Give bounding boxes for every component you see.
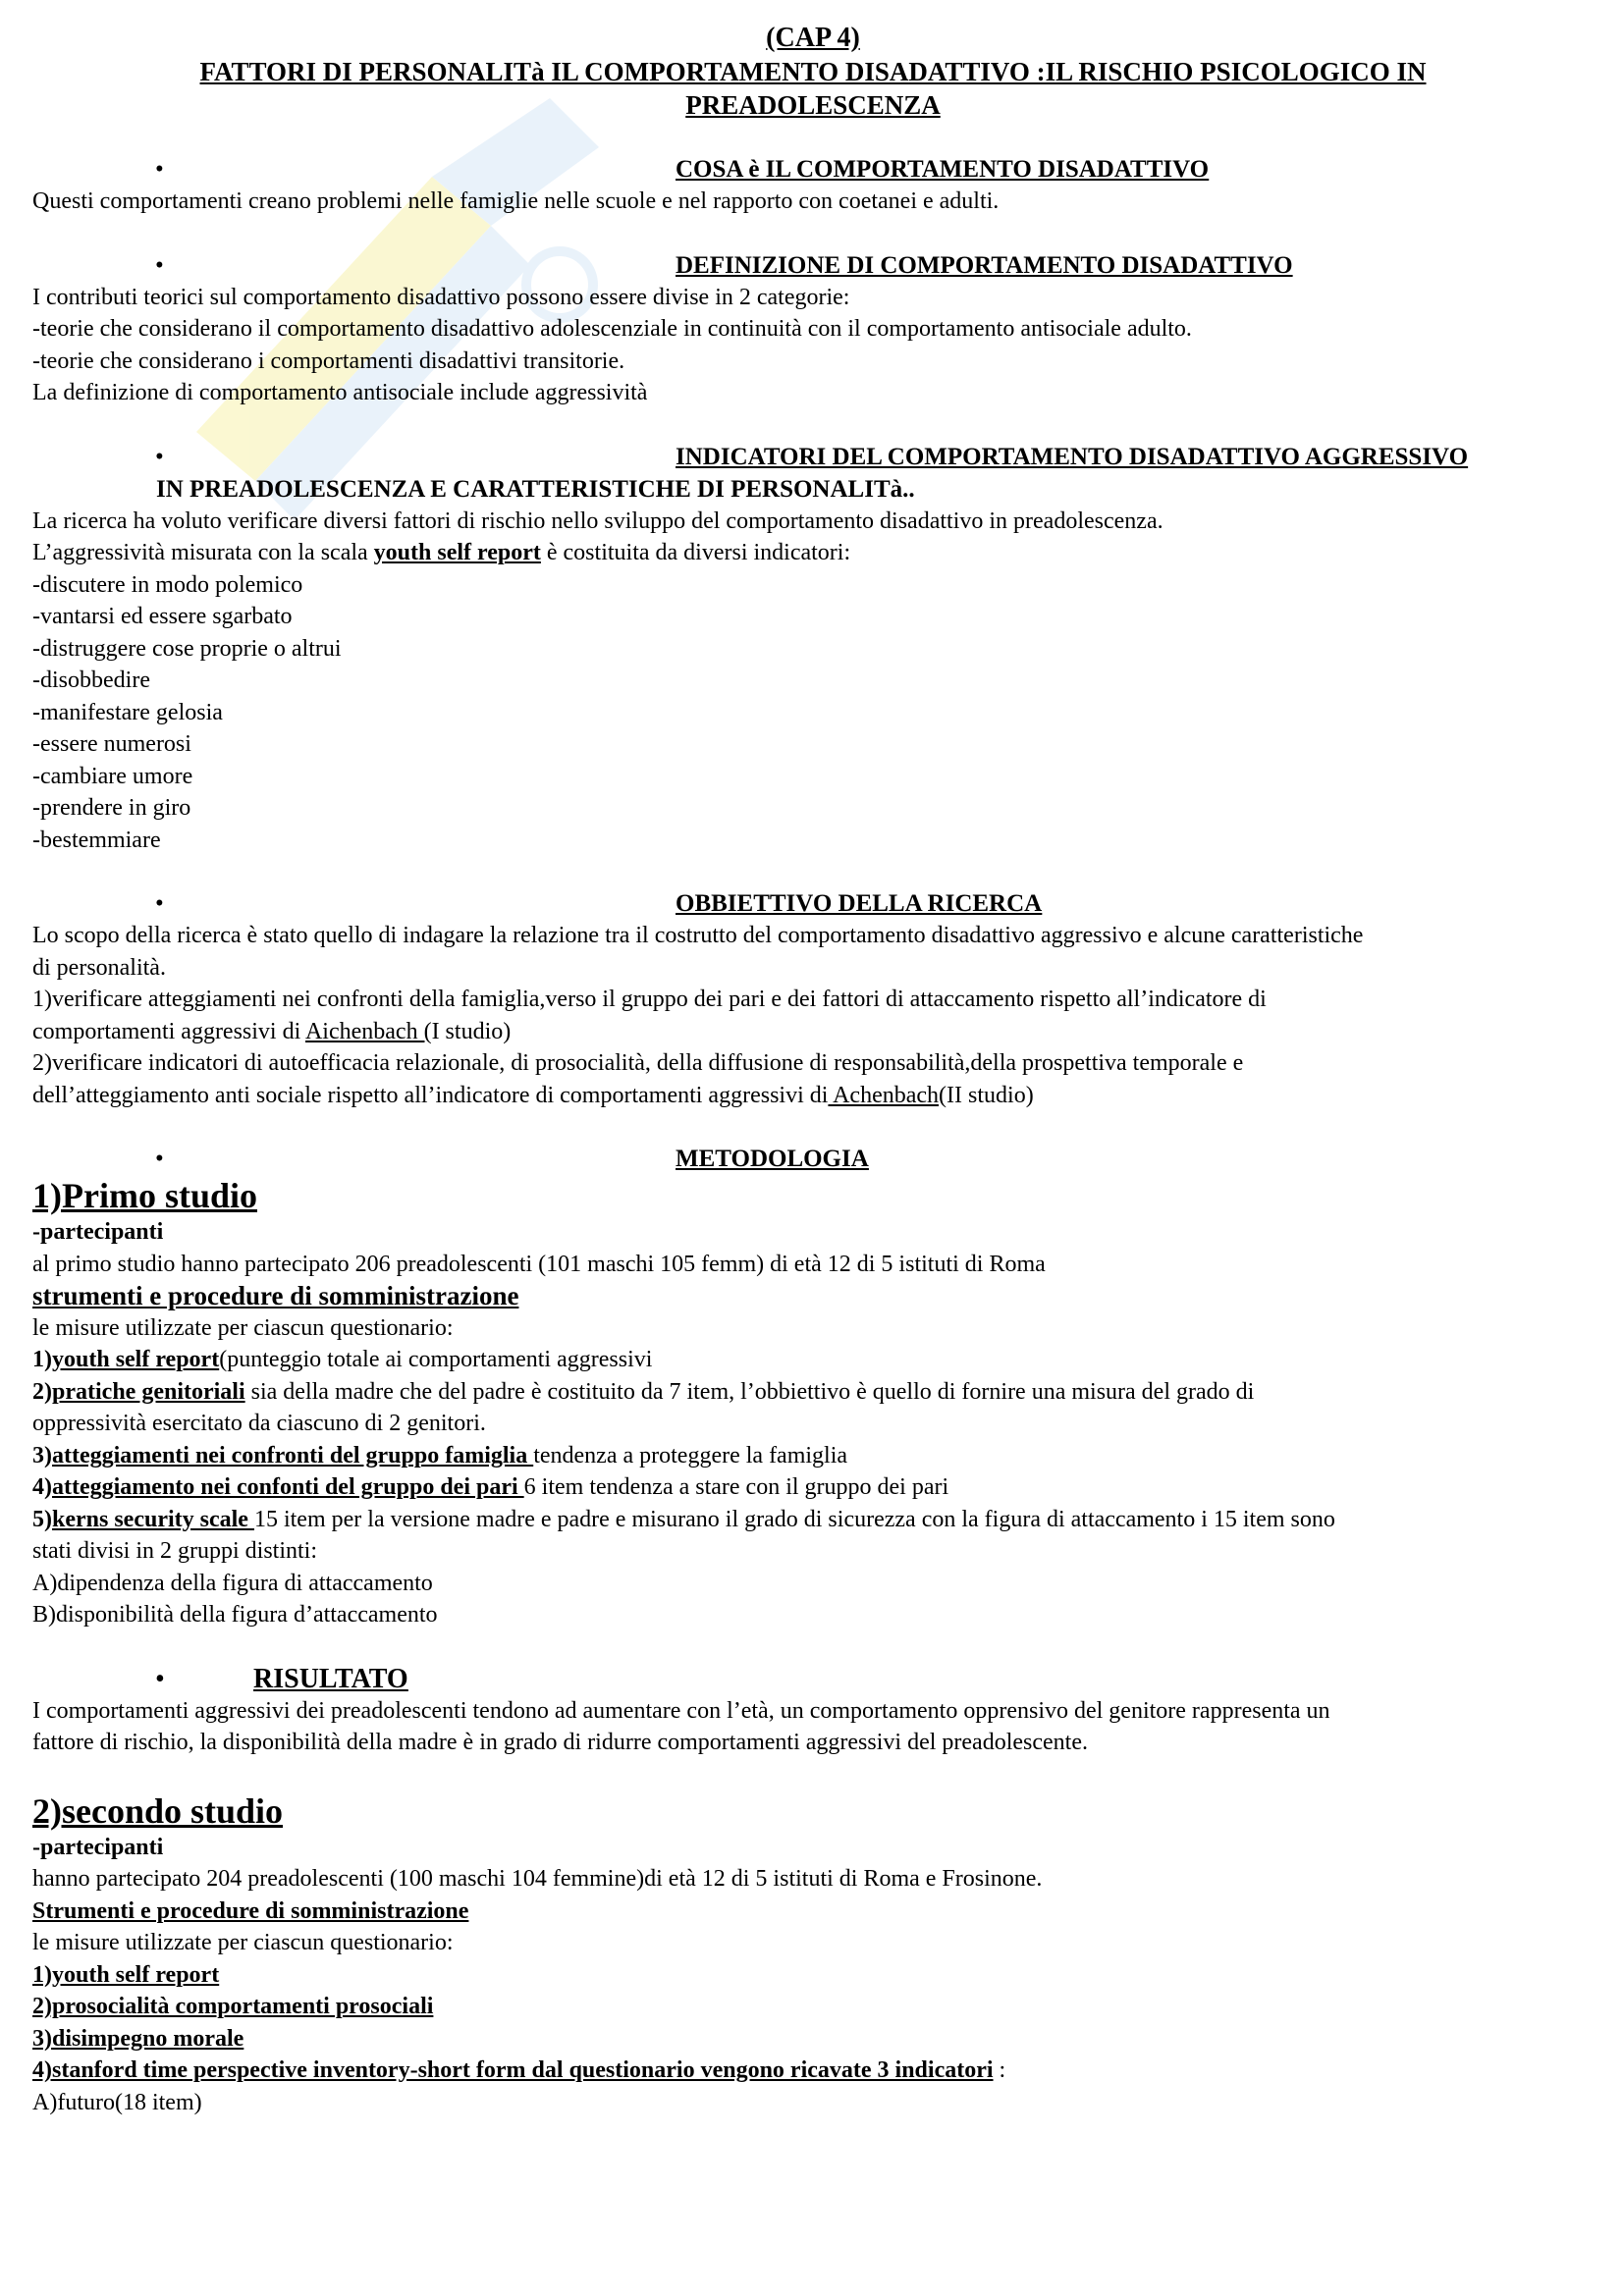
measure-item: 4)atteggiamento nei confonti del gruppo dei pari 6 item tendenza a stare con il gruppo dei pari [32, 1474, 949, 1500]
section-text: La definizione di comportamento antisociale include aggressività [32, 380, 648, 405]
list-item: -prendere in giro [32, 795, 191, 821]
section-text: L’aggressività misurata con la scala youth self report è costituita da diversi indicatori: [32, 540, 851, 565]
chapter-label: (CAP 4) [766, 23, 860, 53]
study1-title: 1)Primo studio [32, 1176, 257, 1215]
section-text: -teorie che considerano il comportamento disadattivo adolescenziale in continuità con il comportamento antisociale adulto. [32, 316, 1192, 342]
section-heading-obbiettivo: • OBBIETTIVO DELLA RICERCA [32, 887, 1594, 920]
list-item: A)futuro(18 item) [32, 2089, 202, 2115]
section-heading-indicatori-cont: IN PREADOLESCENZA E CARATTERISTICHE DI PERSONALITà.. [156, 475, 915, 503]
document-title-line1: FATTORI DI PERSONALITà IL COMPORTAMENTO DISADATTIVO :IL RISCHIO PSICOLOGICO IN [199, 57, 1427, 86]
measure-item: 5)kerns security scale 15 item per la versione madre e padre e misurano il grado di sicurezza con la figura di attaccamento i 15 item sono [32, 1506, 1335, 1532]
bullet-icon: • [155, 890, 164, 917]
study2-title: 2)secondo studio [32, 1790, 284, 1831]
bullet-icon: • [155, 443, 164, 470]
group-item: B)disponibilità della figura d’attaccamento [32, 1602, 438, 1628]
list-item: -essere numerosi [32, 731, 191, 757]
section-heading-indicatori: • INDICATORI DEL COMPORTAMENTO DISADATTIVO AGGRESSIVO [32, 441, 1594, 473]
list-item: -bestemmiare [32, 827, 161, 853]
list-item: -manifestare gelosia [32, 699, 223, 725]
measures-intro: le misure utilizzate per ciascun questionario: [32, 1930, 454, 1955]
participants-label: -partecipanti [32, 1834, 164, 1860]
section-text: 1)verificare atteggiamenti nei confronti della famiglia,verso il gruppo dei pari e dei fattori di attaccamento rispetto all’indicatore di [32, 987, 1267, 1012]
bullet-icon: • [155, 156, 164, 183]
bullet-icon: • [155, 251, 164, 279]
measure-item: 3)atteggiamenti nei confronti del gruppo famiglia tendenza a proteggere la famiglia [32, 1442, 848, 1468]
scale-name: youth self report [373, 540, 541, 565]
document-title-line2: PREADOLESCENZA [685, 90, 941, 120]
list-item: -disobbedire [32, 667, 150, 693]
measures-intro: le misure utilizzate per ciascun questionario: [32, 1314, 454, 1341]
tools-title: strumenti e procedure di somministrazione [32, 1281, 519, 1310]
section-text: I contributi teorici sul comportamento disadattivo possono essere divise in 2 categorie: [32, 284, 850, 310]
section-heading-risultato: • RISULTATO [155, 1663, 408, 1694]
participants-text: al primo studio hanno partecipato 206 preadolescenti (101 maschi 105 femm) di età 12 di 5 istituti di Roma [32, 1251, 1046, 1277]
measure-item: 2)prosocialità comportamenti prosociali [32, 1994, 434, 2019]
tools-title: Strumenti e procedure di somministrazione [32, 1897, 469, 1924]
bullet-icon: • [155, 1146, 164, 1172]
section-text: dell’atteggiamento anti sociale rispetto all’indicatore di comportamenti aggressivi di Achenbach(II studio) [32, 1082, 1034, 1108]
section-text: comportamenti aggressivi di Aichenbach (I studio) [32, 1018, 512, 1044]
group-item: A)dipendenza della figura di attaccamento [32, 1570, 433, 1596]
list-item: -distruggere cose proprie o altrui [32, 635, 342, 662]
list-item: -discutere in modo polemico [32, 571, 303, 598]
section-text: La ricerca ha voluto verificare diversi fattori di rischio nello sviluppo del comportamento disadattivo in preadolescenza. [32, 507, 1163, 534]
section-heading-metodologia: • METODOLOGIA [32, 1143, 1594, 1175]
measure-item: 2)pratiche genitoriali sia della madre che del padre è costituito da 7 item, l’obbiettivo è quello di fornire una misura del grado di [32, 1378, 1255, 1405]
section-text: Lo scopo della ricerca è stato quello di indagare la relazione tra il costrutto del comportamento disadattivo aggressivo e alcune caratteristiche [32, 923, 1364, 948]
measure-item: 3)disimpegno morale [32, 2025, 244, 2052]
measure-item: 1)youth self report(punteggio totale ai comportamenti aggressivi [32, 1347, 653, 1372]
section-heading-definizione: • DEFINIZIONE DI COMPORTAMENTO DISADATTIVO [32, 249, 1594, 282]
section-text: -teorie che considerano i comportamenti disadattivi transitorie. [32, 347, 625, 374]
document-page [32, 22, 1594, 2118]
list-item: -cambiare umore [32, 763, 193, 789]
section-text: 2)verificare indicatori di autoefficacia relazionale, di prosocialità, della diffusione di responsabilità,della prospettiva temporale e [32, 1050, 1244, 1076]
result-text: I comportamenti aggressivi dei preadolescenti tendono ad aumentare con l’età, un comportamento opprensivo del genitore rappresenta un [32, 1697, 1330, 1724]
participants-text: hanno partecipato 204 preadolescenti (100 maschi 104 femmine)di età 12 di 5 istituti di Roma e Frosinone. [32, 1866, 1043, 1892]
bullet-icon: • [155, 1663, 165, 1694]
section-heading-cosa: • COSA è IL COMPORTAMENTO DISADATTIVO [32, 153, 1594, 186]
participants-label: -partecipanti [32, 1219, 164, 1245]
author-link: Aichenbach ( [304, 1018, 432, 1044]
result-text: fattore di rischio, la disponibilità della madre è in grado di ridurre comportamenti aggressivi del preadolescente. [32, 1730, 1088, 1755]
section-text: Questi comportamenti creano problemi nelle famiglie nelle scuole e nel rapporto con coetanei e adulti. [32, 188, 1000, 214]
list-item: -vantarsi ed essere sgarbato [32, 604, 293, 629]
section-text: di personalità. [32, 954, 166, 981]
author-link: Achenbach [828, 1082, 940, 1108]
measure-item-cont: stati divisi in 2 gruppi distinti: [32, 1538, 318, 1564]
measure-item: 4)stanford time perspective inventory-short form dal questionario vengono ricavate 3 indicatori : [32, 2057, 1006, 2083]
measure-item: 1)youth self report [32, 1961, 220, 1988]
measure-item-cont: oppressività esercitato da ciascuno di 2 genitori. [32, 1411, 486, 1436]
